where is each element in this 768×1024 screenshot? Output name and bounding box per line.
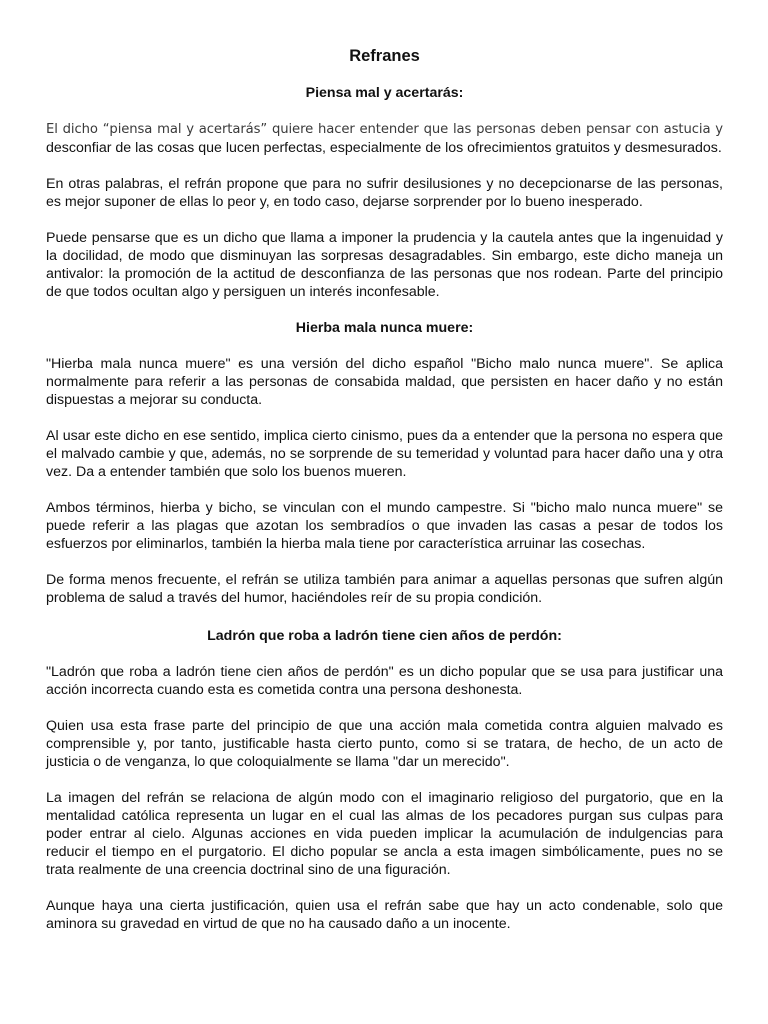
paragraph: "Hierba mala nunca muere" es una versión del dicho español "Bicho malo nunca muere". Se aplica normalmente para referir a las personas de consabida maldad, que persisten en hacer daño y no están dispuestas a mejorar su conducta. bbox=[46, 356, 723, 408]
paragraph: Quien usa esta frase parte del principio de que una acción mala cometida contra alguien malvado es comprensible y, por tanto, justificable hasta cierto punto, como si se tratara, de hecho, de un acto de justicia o de venganza, lo que coloquialmente se llama "dar un merecido". bbox=[46, 718, 723, 770]
paragraph: En otras palabras, el refrán propone que para no sufrir desilusiones y no decepcionarse de las personas, es mejor suponer de ellas lo peor y, en todo caso, dejarse sorprender por lo bueno inesperado. bbox=[46, 176, 723, 210]
paragraph: La imagen del refrán se relaciona de algún modo con el imaginario religioso del purgatorio, que en la mentalidad católica representa un lugar en el cual las almas de los pecadores purgan sus culpas para poder entrar al cielo. Algunas acciones en vida pueden implicar la acumulación de indulgencias para reducir el tiempo en el purgatorio. El dicho popular se ancla a esta imagen simbólicamente, pues no se trata realmente de una creencia doctrinal sino de una figuración. bbox=[46, 790, 723, 878]
paragraph: Ambos términos, hierba y bicho, se vinculan con el mundo campestre. Si "bicho malo nunca muere" se puede referir a las plagas que azotan los sembradíos o que invaden las casas a pesar de todos los esfuerzos por eliminarlos, también la hierba mala tiene por característica arruinar las cosechas. bbox=[46, 500, 723, 552]
section-heading-piensa-mal: Piensa mal y acertarás: bbox=[305, 85, 464, 101]
section-heading-hierba-mala: Hierba mala nunca muere: bbox=[295, 320, 474, 336]
document-page bbox=[46, 46, 723, 951]
paragraph: "Ladrón que roba a ladrón tiene cien años de perdón" es un dicho popular que se usa para justificar una acción incorrecta cuando esta es cometida contra una persona deshonesta. bbox=[46, 664, 723, 698]
paragraph: Puede pensarse que es un dicho que llama a imponer la prudencia y la cautela antes que la ingenuidad y la docilidad, de modo que disminuyan las sorpresas desagradables. Sin embargo, este dicho maneja un antivalor: la promoción de la actitud de desconfianza de las personas que nos rodean. Parte del principio de que todos ocultan algo y persiguen un interés inconfesable. bbox=[46, 230, 723, 300]
paragraph-continuation: desconfiar de las cosas que lucen perfectas, especialmente de los ofrecimientos gratuitos y desmesurados. bbox=[46, 140, 722, 156]
paragraph bbox=[46, 120, 723, 157]
paragraph: De forma menos frecuente, el refrán se utiliza también para animar a aquellas personas que sufren algún problema de salud a través del humor, haciéndoles reír de su propia condición. bbox=[46, 572, 723, 606]
paragraph-first-line: El dicho “piensa mal y acertarás” quiere hacer entender que las personas deben pensar con astucia y bbox=[46, 122, 723, 137]
document-title: Refranes bbox=[349, 47, 420, 65]
paragraph: Al usar este dicho en ese sentido, implica cierto cinismo, pues da a entender que la persona no espera que el malvado cambie y que, además, no se sorprende de su temeridad y voluntad para hacer daño una y otra vez. Da a entender también que solo los buenos mueren. bbox=[46, 428, 723, 480]
paragraph: Aunque haya una cierta justificación, quien usa el refrán sabe que hay un acto condenable, solo que aminora su gravedad en virtud de que no ha causado daño a un inocente. bbox=[46, 898, 723, 932]
section-heading-ladron: Ladrón que roba a ladrón tiene cien años de perdón: bbox=[207, 628, 562, 644]
